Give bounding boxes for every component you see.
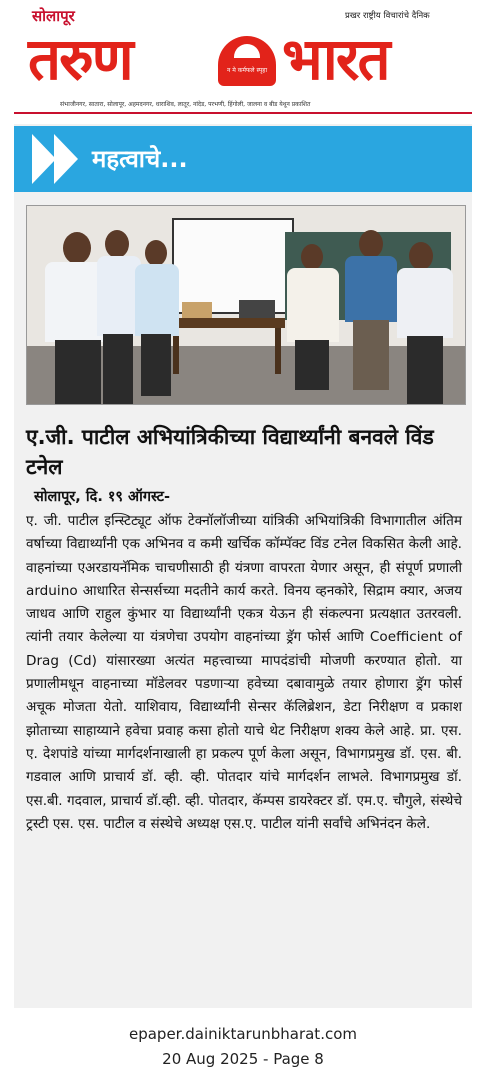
edition-city: सोलापूर xyxy=(32,7,75,25)
article-body: ए. जी. पाटील इन्स्टिट्यूट ऑफ टेक्नॉलॉजीच्या यांत्रिकी अभियांत्रिकी विभागातील अंतिम वर्षाच्या विद्यार्थ्यांनी एक अभिनव व कमी खर्चिक कॉम्पॅक्ट विंड टनेल विकसित केली आहे. वाहनांच्या एअरडायनॅमिक चाचणीसाठी ही यंत्रणा वापरता येणार असून, ही संपूर्ण प्रणाली arduino आधारित सेन्सर्सच्या मदतीने कार्य करते. विनय व्हनकोरे, सिद्राम क्यार, अजय जाधव आणि राहुल कुंभार या विद्यार्थ्यांनी एकत्र येऊन ही संकल्पना प्रत्यक्षात उतरवली. त्यांनी तयार केलेल्या या यंत्रणेचा उपयोग वाहनांच्या ड्रॅग फोर्स आणि Coefficient of Drag (Cd) यांसारख्या अत्यंत महत्त्वाच्या मापदंडांची मोजणी करण्यात होतो. या प्रणालीमधून वाहनाच्या मॉडेलवर पडणाऱ्या हवेच्या दबावामुळे तयार होणारा ड्रॅग फोर्स अचूक मोजता येतो. याशिवाय, विद्यार्थ्यांनी सेन्सर कॅलिब्रेशन, डेटा निरीक्षण व प्रकाश झोताच्या साहाय्याने हवेचा प्रवाह कसा होतो याचे थेट निरीक्षण शक्य केले आहे. प्रा. एस. ए. देशपांडे यांच्या मार्गदर्शनाखाली हा प्रकल्प पूर्ण केला असून, विभागप्रमुख डॉ. एस. बी. गडवाल आणि प्राचार्य डॉ. व्ही. व्ही. पोतदार यांचे मार्गदर्शन लाभले. विभागप्रमुख डॉ. एस.बी. गदवाल, प्राचार्य डॉ.व्ही. व्ही. पोतदार, कॅम्पस डायरेक्टर डॉ. एम.ए. चौगुले, संस्थेचे ट्रस्टी एस. एस. पाटील व संस्थेचे अध्यक्ष एस.ए. पाटील यांनी सर्वांचे अभिनंदन केले. xyxy=(26,513,462,832)
double-chevron-right-icon xyxy=(32,134,56,184)
section-title: महत्वाचे... xyxy=(92,145,188,173)
brand-name-left: तरुण xyxy=(28,25,132,93)
article-dateline: सोलापूर, दि. १९ ऑगस्ट- xyxy=(34,489,170,505)
table-leg xyxy=(275,328,281,374)
article-photo xyxy=(26,205,466,405)
laptop xyxy=(239,300,275,318)
masthead-divider xyxy=(14,112,472,114)
brand-name-right: भारत xyxy=(282,25,389,93)
edition-date-page: 20 Aug 2025 - Page 8 xyxy=(162,1050,324,1068)
section-banner xyxy=(14,126,472,192)
editions-line: संभाजीनगर, सातारा, सोलापूर, अहमदनगर, धाराशिव, लातूर, नांदेड, परभणी, हिंगोली, जालना व बीड येथून प्रकाशित xyxy=(60,101,311,108)
projector-screen xyxy=(172,218,294,314)
chevron-right-icon xyxy=(54,134,78,184)
epaper-site-link[interactable]: epaper.dainiktarunbharat.com xyxy=(128,1025,357,1043)
logo-motto: न मे कर्मफले स्पृहा xyxy=(226,67,267,74)
display-table xyxy=(167,318,285,328)
article-headline: ए.जी. पाटील अभियांत्रिकीच्या विद्यार्थ्यांनी बनवले विंड टनेल xyxy=(26,425,434,479)
wind-tunnel-model xyxy=(182,302,212,318)
masthead xyxy=(0,0,486,118)
masthead-tagline: प्रखर राष्ट्रीय विचारांचे दैनिक xyxy=(345,11,430,21)
